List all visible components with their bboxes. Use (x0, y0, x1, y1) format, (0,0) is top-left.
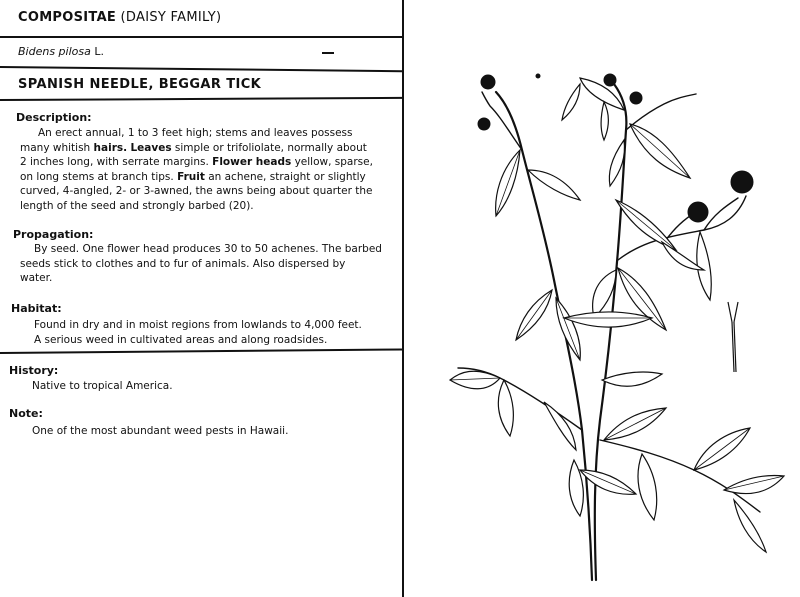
description-line: An erect annual, 1 to 3 feet high; stems and leaves possess (38, 127, 353, 139)
rule-common (0, 97, 402, 101)
leaf (562, 84, 580, 120)
description-title: Description: (16, 111, 92, 124)
propagation-line: By seed. One flower head produces 30 to 50 achenes. The barbed (34, 243, 382, 255)
note-line: One of the most abundant weed pests in Hawaii. (32, 425, 289, 437)
leaf (528, 170, 580, 200)
note-title: Note: (9, 407, 43, 420)
flower-head (630, 92, 642, 104)
species-italic: Bidens pilosa (18, 45, 91, 58)
seed-mark (536, 74, 540, 78)
flower-head (731, 171, 753, 193)
rule-top (0, 36, 402, 38)
description-line: curved, 4-angled, 2- or 3-awned, the awns being about quarter the (20, 185, 373, 198)
scientific-name (18, 45, 104, 58)
leaf (601, 102, 609, 140)
habitat-line: Found in dry and in moist regions from lowlands to 4,000 feet. (34, 319, 362, 331)
description-line: length of the seed and strongly barbed (20). (20, 199, 254, 212)
propagation-title: Propagation: (13, 228, 94, 241)
family-name (18, 10, 221, 25)
history-line: Native to tropical America. (32, 380, 173, 392)
plant-illustration (404, 0, 800, 597)
habitat-line: A serious weed in cultivated areas and along roadsides. (34, 333, 328, 346)
flower-head (688, 202, 708, 222)
description-line: many whitish hairs. Leaves simple or trifoliolate, normally about (20, 141, 367, 154)
history-title: History: (9, 364, 59, 377)
family-caps: COMPOSITAE (18, 10, 117, 25)
family-paren: (DAISY FAMILY) (116, 10, 222, 25)
stray-mark (322, 52, 334, 54)
flower-head (481, 75, 495, 89)
note-body (32, 424, 392, 439)
description-line: 2 inches long, with serrate margins. Flower heads yellow, sparse, (20, 156, 373, 169)
flower-head (478, 118, 490, 130)
leaf (734, 500, 766, 552)
leaf (564, 312, 652, 327)
branch-lower-right (600, 440, 760, 512)
leaf (544, 402, 576, 450)
common-name: SPANISH NEEDLE, BEGGAR TICK (18, 77, 262, 92)
description-body (20, 126, 398, 214)
leaf (602, 372, 662, 386)
rule-species (0, 66, 402, 72)
propagation-line: water. (20, 272, 53, 285)
leaf (638, 454, 657, 520)
propagation-line: seeds stick to clothes and to fur of animals. Also dispersed by (20, 257, 346, 270)
flower-head (604, 74, 616, 86)
leaf (569, 460, 583, 516)
habitat-body (34, 318, 400, 347)
leaf (580, 78, 624, 110)
leaf (697, 232, 711, 300)
flower-stalk (704, 198, 738, 230)
rule-habitat (0, 348, 402, 354)
leaf (498, 380, 513, 436)
species-author: L. (90, 45, 104, 58)
achene-detail (728, 302, 738, 372)
propagation-body (20, 242, 398, 286)
description-line: on long stems at branch tips. Fruit an achene, straight or slightly (20, 170, 366, 183)
history-body (32, 379, 392, 394)
habitat-title: Habitat: (11, 302, 62, 315)
